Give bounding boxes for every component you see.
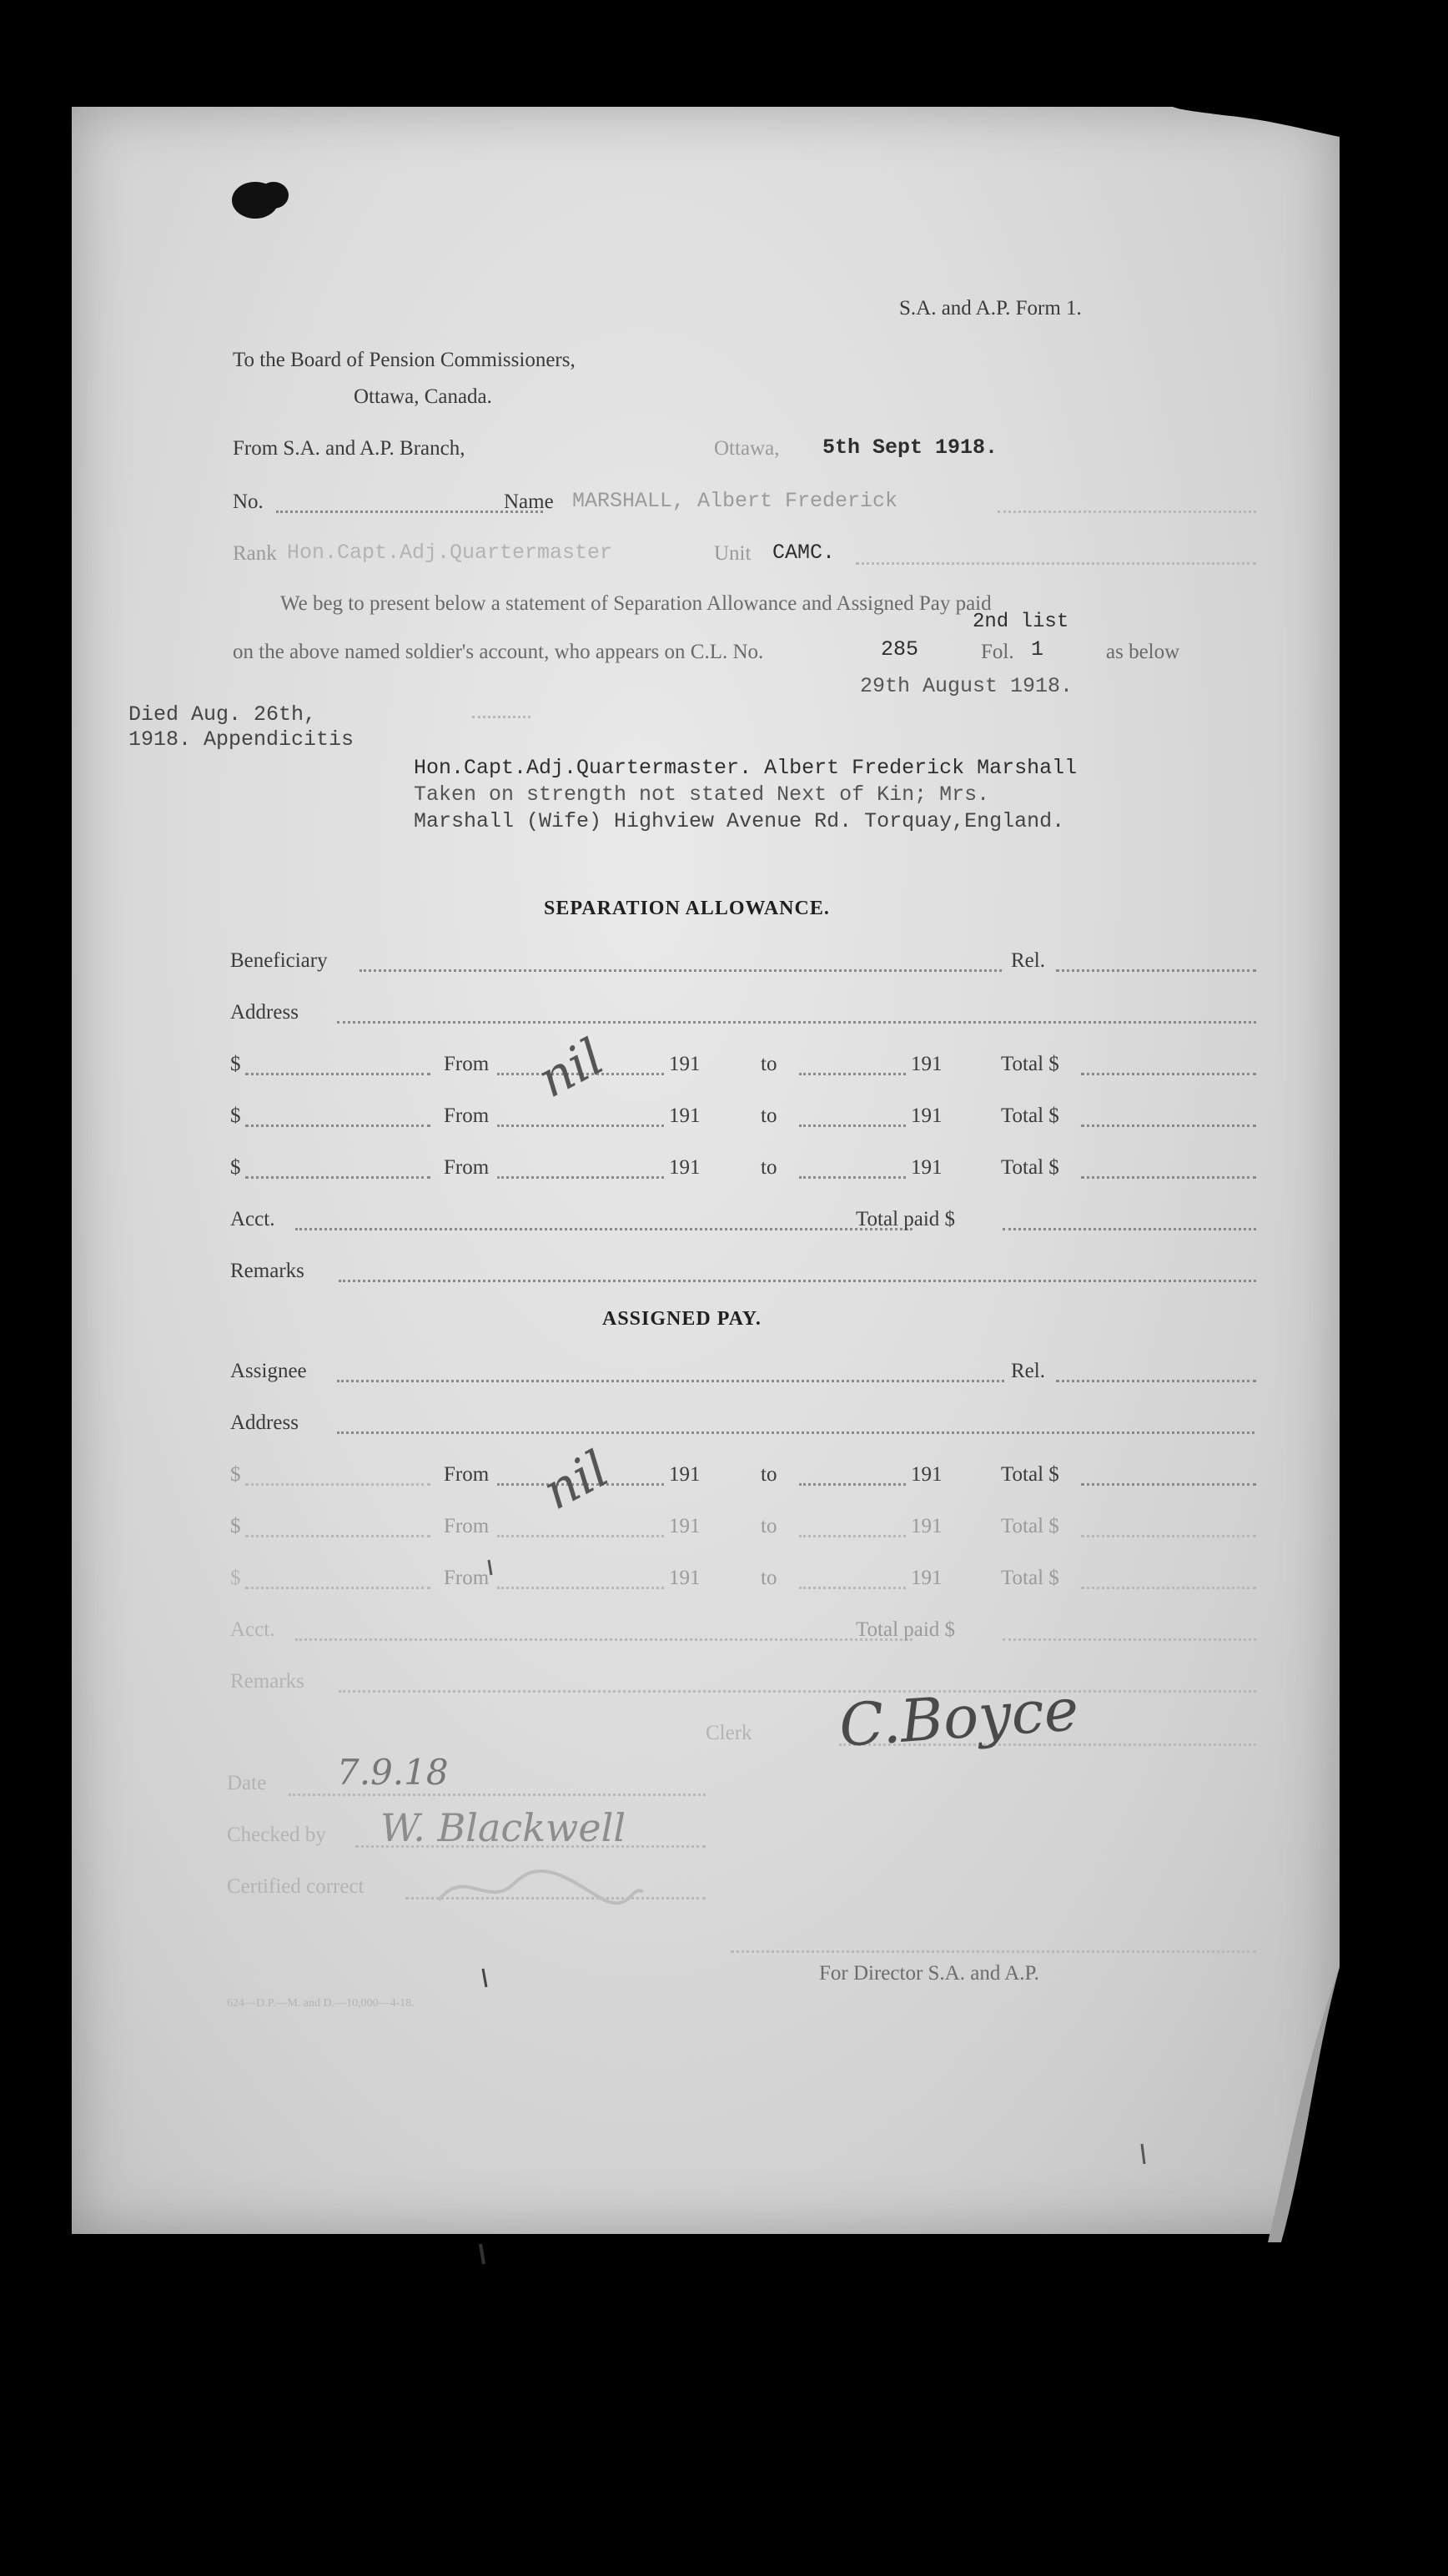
stray-mark — [1139, 2142, 1148, 2167]
sa-total: Total $ — [1001, 1104, 1059, 1127]
place-label: Ottawa, — [714, 437, 780, 460]
ap-year: 191 — [669, 1567, 701, 1589]
ap-year-to: 191 — [911, 1515, 943, 1537]
checked-by-signature: W. Blackwell — [380, 1805, 626, 1850]
sa-total-paid: Total paid $ — [856, 1208, 956, 1230]
ap-year: 191 — [669, 1515, 701, 1537]
ap-dollar: $ — [230, 1463, 241, 1486]
sa-from: From — [444, 1156, 490, 1179]
note-line-2: 1918. Appendicitis — [128, 727, 354, 752]
sa-to-dots — [799, 1176, 906, 1179]
sa-year: 191 — [669, 1053, 701, 1075]
torn-top-edge — [1173, 107, 1340, 157]
ap-year-to: 191 — [911, 1567, 943, 1589]
ap-to-dots — [799, 1535, 906, 1537]
sa-nil-handwriting: nil — [529, 1028, 613, 1109]
sa-total-dots — [1081, 1176, 1256, 1179]
separation-allowance-heading: SEPARATION ALLOWANCE. — [544, 898, 830, 919]
assignee-rel-dots — [1056, 1380, 1256, 1382]
clerk-label: Clerk — [706, 1722, 752, 1744]
clerk-signature: C.Boyce — [837, 1675, 1081, 1760]
ap-year: 191 — [669, 1463, 701, 1486]
ap-year-to: 191 — [911, 1463, 943, 1486]
sa-dollar: $ — [230, 1156, 241, 1179]
sa-from-dots — [497, 1124, 664, 1127]
sa-remarks-dots — [339, 1280, 1256, 1282]
sa-to-dots — [799, 1124, 906, 1127]
ap-from: From — [444, 1515, 490, 1537]
unit-label: Unit — [714, 542, 752, 565]
sa-amount-dots — [245, 1176, 430, 1179]
sa-from-dots — [497, 1176, 664, 1179]
assigned-pay-heading: ASSIGNED PAY. — [602, 1308, 762, 1330]
sa-year-to: 191 — [911, 1053, 943, 1075]
ink-blot — [230, 174, 297, 224]
ap-total: Total $ — [1001, 1567, 1059, 1589]
sa-from: From — [444, 1053, 490, 1075]
ap-total-paid: Total paid $ — [856, 1618, 956, 1641]
ap-address-dots — [337, 1431, 1254, 1434]
for-director-label: For Director S.A. and A.P. — [819, 1962, 1039, 1985]
form-sheet — [72, 107, 1340, 2234]
sa-dollar: $ — [230, 1104, 241, 1127]
stray-mark — [480, 1967, 489, 1989]
form-id: S.A. and A.P. Form 1. — [899, 297, 1082, 319]
sa-to: to — [761, 1053, 777, 1075]
certified-scribble — [430, 1859, 647, 1917]
cl-number: 285 — [881, 637, 919, 662]
stray-mark — [477, 2242, 487, 2267]
ap-to-dots — [799, 1483, 906, 1486]
ap-from: From — [444, 1567, 490, 1589]
typed-line-3: Marshall (Wife) Highview Avenue Rd. Torquay,England. — [414, 809, 1065, 833]
beneficiary-rel-label: Rel. — [1011, 949, 1045, 972]
ap-nil-handwriting: nil — [534, 1440, 618, 1522]
sa-to: to — [761, 1104, 777, 1127]
sa-from: From — [444, 1104, 490, 1127]
ap-to: to — [761, 1567, 777, 1589]
name-label: Name — [504, 491, 554, 513]
typed-line-1: Hon.Capt.Adj.Quartermaster. Albert Frederick Marshall — [414, 756, 1078, 780]
date-dots — [289, 1794, 706, 1796]
beneficiary-rel-dots — [1056, 969, 1256, 972]
sa-amount-dots — [245, 1073, 430, 1075]
date-typed: 5th Sept 1918. — [822, 435, 998, 460]
ap-to: to — [761, 1515, 777, 1537]
sa-acct-label: Acct. — [230, 1208, 275, 1230]
body-line-2: on the above named soldier's account, who appears on C.L. No. — [233, 641, 764, 663]
director-signature-line — [731, 1950, 1256, 1953]
assignee-dots — [337, 1380, 1004, 1382]
sa-total: Total $ — [1001, 1053, 1059, 1075]
ap-to: to — [761, 1463, 777, 1486]
as-below: as below — [1106, 641, 1180, 663]
beneficiary-label: Beneficiary — [230, 949, 328, 972]
date-handwritten: 7.9.18 — [337, 1752, 449, 1793]
ap-total-dots — [1081, 1535, 1256, 1537]
sa-total-dots — [1081, 1073, 1256, 1075]
ap-amount-dots — [245, 1587, 430, 1589]
ap-from-dots — [497, 1587, 664, 1589]
printer-imprint: 624—D.P.—M. and D.—10,000—4-18. — [227, 1997, 415, 2010]
sa-year: 191 — [669, 1104, 701, 1127]
sa-acct-dots — [295, 1228, 913, 1230]
note-line-1: Died Aug. 26th, — [128, 702, 317, 727]
ap-amount-dots — [245, 1535, 430, 1537]
ap-to-dots — [799, 1587, 906, 1589]
sa-to-dots — [799, 1073, 906, 1075]
body-line-1: We beg to present below a statement of Separation Allowance and Assigned Pay paid — [280, 592, 992, 615]
ap-address-label: Address — [230, 1411, 299, 1434]
ap-dollar: $ — [230, 1515, 241, 1537]
name-dots — [998, 511, 1256, 513]
rank-value: Hon.Capt.Adj.Quartermaster — [287, 541, 613, 565]
ap-total: Total $ — [1001, 1515, 1059, 1537]
sa-year: 191 — [669, 1156, 701, 1179]
ap-acct-dots — [295, 1638, 913, 1641]
typed-line-2: Taken on strength not stated Next of Kin; Mrs. — [414, 782, 990, 807]
sa-total: Total $ — [1001, 1156, 1059, 1179]
date-label: Date — [227, 1772, 267, 1794]
ap-remarks-label: Remarks — [230, 1670, 304, 1693]
unit-dots — [856, 562, 1256, 565]
sa-total-paid-dots — [1003, 1228, 1256, 1230]
sa-remarks-label: Remarks — [230, 1260, 304, 1282]
rank-label: Rank — [233, 542, 277, 565]
ap-total-dots — [1081, 1483, 1256, 1486]
sa-dollar: $ — [230, 1053, 241, 1075]
fol-label: Fol. — [981, 641, 1014, 663]
second-list: 2nd list — [973, 611, 1069, 633]
sa-year-to: 191 — [911, 1156, 943, 1179]
from-branch: From S.A. and A.P. Branch, — [233, 437, 465, 460]
name-value: MARSHALL, Albert Frederick — [572, 489, 898, 513]
ap-remarks-dots — [339, 1690, 1256, 1693]
fol-number: 1 — [1031, 637, 1044, 662]
sa-year-to: 191 — [911, 1104, 943, 1127]
certified-correct-label: Certified correct — [227, 1875, 365, 1898]
ap-total: Total $ — [1001, 1463, 1059, 1486]
ap-dollar: $ — [230, 1567, 241, 1589]
curled-corner — [1181, 1967, 1340, 2242]
ap-amount-dots — [245, 1483, 430, 1486]
ap-from-dots — [497, 1535, 664, 1537]
unit-value: CAMC. — [772, 541, 836, 565]
sa-address-dots — [337, 1021, 1256, 1024]
ap-acct-label: Acct. — [230, 1618, 275, 1641]
sa-to: to — [761, 1156, 777, 1179]
sa-total-dots — [1081, 1124, 1256, 1127]
no-dots — [276, 511, 543, 513]
list-date: 29th August 1918. — [860, 674, 1073, 698]
no-label: No. — [233, 491, 264, 513]
addressee-line-1: To the Board of Pension Commissioners, — [233, 349, 576, 371]
assignee-rel-label: Rel. — [1011, 1360, 1045, 1382]
checked-by-label: Checked by — [227, 1824, 326, 1846]
short-rule — [472, 716, 530, 718]
ap-from: From — [444, 1463, 490, 1486]
ap-total-paid-dots — [1003, 1638, 1256, 1641]
stray-mark — [486, 1558, 495, 1577]
sa-address-label: Address — [230, 1001, 299, 1024]
sa-amount-dots — [245, 1124, 430, 1127]
ap-total-dots — [1081, 1587, 1256, 1589]
assignee-label: Assignee — [230, 1360, 307, 1382]
beneficiary-dots — [359, 969, 1002, 972]
addressee-line-2: Ottawa, Canada. — [354, 385, 492, 408]
